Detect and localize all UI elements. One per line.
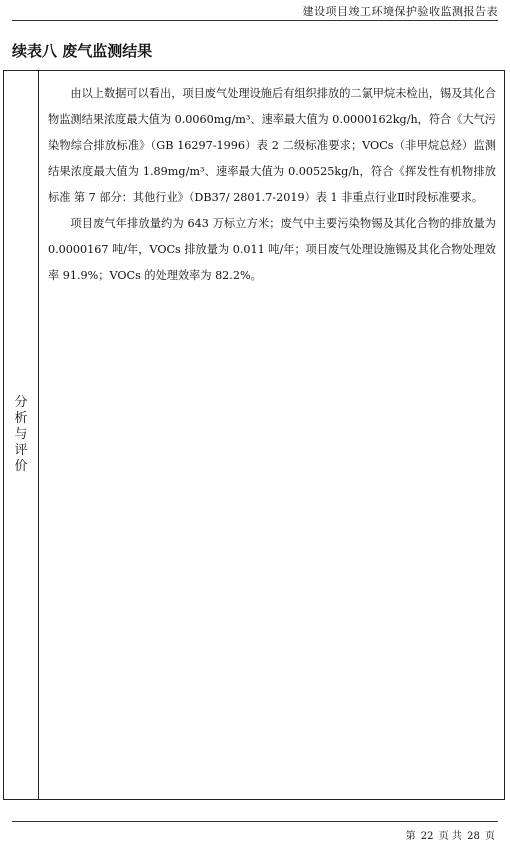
paragraph-emission-results: 由以上数据可以看出，项目废气处理设施后有组织排放的二氯甲烷未检出，锡及其化合物监测结果浓度最大值为 0.0060mg/m³、速率最大值为 0.0000162kg/h，符合《大气污染物综合排放标准》（GB 16297-1996）表 2 二级标准要求；VOCs（非甲烷总烃）监测结果浓度最大值为 1.89mg/m³、速率最大值为 0.00525kg/h，符合《挥发性有机物排放标准 第 7 部分：其他行业》（DB37/ 2801.7-2019）表 1 非重点行业Ⅱ时段标准要求。 — [48, 87, 496, 204]
page-footer — [405, 827, 496, 842]
footer-suffix: 页 — [485, 831, 495, 842]
footer-page-number: 22 — [420, 831, 434, 842]
left-label-cell — [4, 71, 39, 799]
paragraph-emission-totals: 项目废气年排放量约为 643 万标立方米；废气中主要污染物锡及其化合物的排放量为 0.0000167 吨/年，VOCs 排放量为 0.011 吨/年；项目废气处理设施锡及其化合物处理效率 91.9%；VOCs 的处理效率为 82.2%。 — [48, 217, 496, 282]
analysis-table — [3, 70, 505, 800]
section-title: 续表八 废气监测结果 — [12, 42, 153, 60]
analysis-evaluation-label: 分析与评价 — [14, 395, 28, 474]
header-rule — [12, 20, 498, 21]
footer-prefix: 第 — [405, 831, 416, 842]
footer-rule — [12, 821, 498, 822]
analysis-content — [48, 81, 496, 289]
report-header-title: 建设项目竣工环境保护验收监测报告表 — [302, 5, 498, 18]
footer-total-pages: 28 — [467, 831, 480, 842]
footer-middle: 页 共 — [438, 831, 462, 842]
